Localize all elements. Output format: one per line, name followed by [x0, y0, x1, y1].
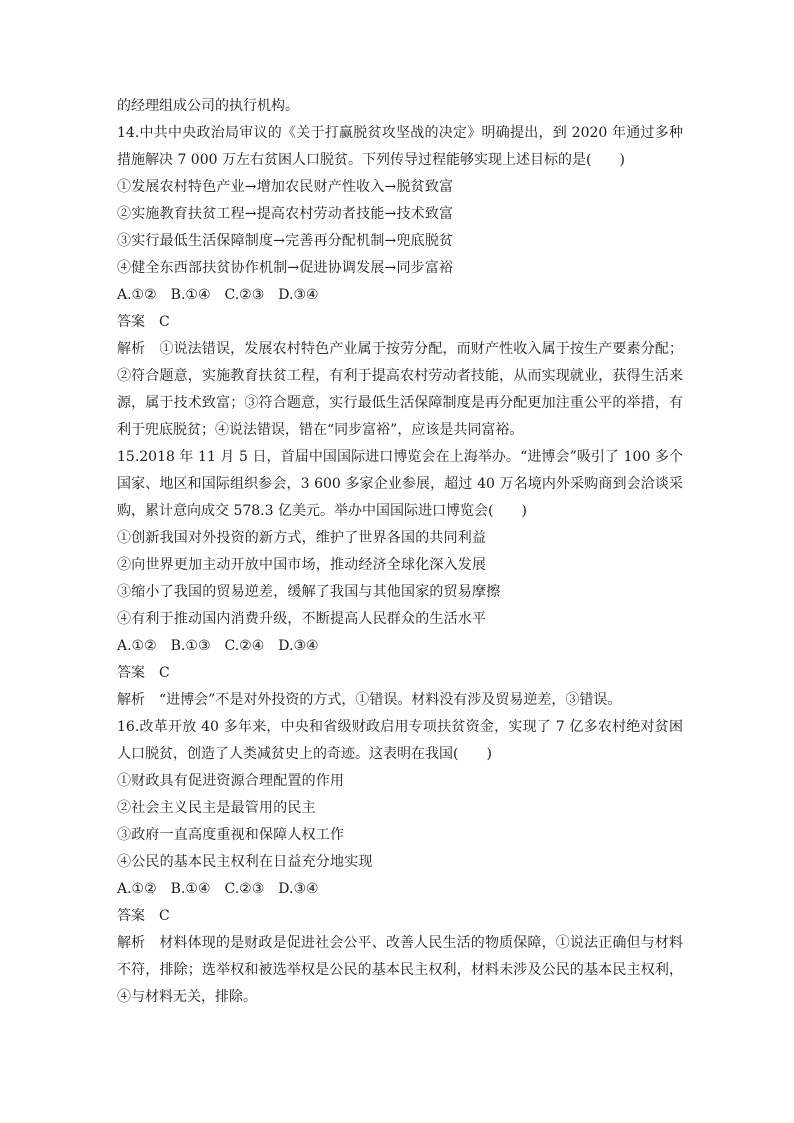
- question-14-option-1: ①发展农村特色产业→增加农民财产性收入→脱贫致富: [117, 179, 454, 195]
- question-14-answer: [117, 309, 683, 336]
- question-15-option-3: ③缩小了我国的贸易逆差，缓解了我国与其他国家的贸易摩擦: [117, 584, 501, 600]
- explanation-label: 解析: [117, 341, 146, 357]
- answer-label: 答案: [117, 314, 145, 330]
- question-15-option-1: ①创新我国对外投资的新方式，维护了世界各国的共同利益: [117, 530, 487, 546]
- question-16-choices: A.①② B.①④ C.②③ D.③④: [117, 881, 319, 897]
- answer-value: C: [159, 665, 170, 681]
- question-15-stem: 15.2018 年 11 月 5 日，首届中国国际进口博览会在上海举办。“进博会”吸引了 100 多个国家、地区和国际组织参会，3 600 多家企业参展，超过 40 万名境内外采购商到会洽谈采购，累计意向成交 578.3 亿美元。举办中国国际进口博览会( ): [117, 449, 683, 519]
- question-16-explanation: [117, 930, 683, 1011]
- answer-label: 答案: [117, 908, 145, 924]
- answer-value: C: [159, 314, 170, 330]
- question-16-option-2: ②社会主义民主是最管用的民主: [117, 800, 316, 816]
- document-content: [117, 93, 683, 1011]
- question-16-answer: [117, 903, 683, 930]
- explanation-label: 解析: [117, 692, 145, 708]
- explanation-text: ①说法错误，发展农村特色产业属于按劳分配，而财产性收入属于按生产要素分配；②符合题意，实施教育扶贫工程，有利于提高农村劳动者技能，从而实现就业，获得生活来源，属于技术致富；③符合题意，实行最低生活保障制度是再分配更加注重公平的举措，有利于兜底脱贫；④说法错误，错在“同步富裕”，应该是共同富裕。: [117, 341, 684, 438]
- question-14-option-4: ④健全东西部扶贫协作机制→促进协调发展→同步富裕: [117, 260, 454, 276]
- question-16-option-1: ①财政具有促进资源合理配置的作用: [117, 773, 345, 789]
- answer-label: 答案: [117, 665, 145, 681]
- explanation-text: “进博会”不是对外投资的方式，①错误。材料没有涉及贸易逆差，③错误。: [159, 692, 622, 708]
- continued-text: 的经理组成公司的执行机构。: [117, 98, 299, 114]
- question-16-stem: 16.改革开放 40 多年来，中央和省级财政启用专项扶贫资金，实现了 7 亿多农村绝对贫困人口脱贫，创造了人类减贫史上的奇迹。这表明在我国( ): [117, 719, 683, 762]
- question-15-option-4: ④有利于推动国内消费升级，不断提高人民群众的生活水平: [117, 611, 487, 627]
- question-15-answer: [117, 660, 683, 687]
- question-14-stem: 14.中共中央政治局审议的《关于打赢脱贫攻坚战的决定》明确提出，到 2020 年通过多种措施解决 7 000 万左右贫困人口脱贫。下列传导过程能够实现上述目标的是( ): [117, 125, 683, 168]
- question-14-choices: A.①② B.①④ C.②③ D.③④: [117, 287, 319, 303]
- question-16-option-4: ④公民的基本民主权利在日益充分地实现: [117, 854, 373, 870]
- question-16-option-3: ③政府一直高度重视和保障人权工作: [117, 827, 345, 843]
- question-15-choices: A.①② B.①③ C.②④ D.③④: [117, 638, 319, 654]
- explanation-text: 材料体现的是财政是促进社会公平、改善人民生活的物质保障，①说法正确但与材料不符，排除；选举权和被选举权是公民的基本民主权利，材料未涉及公民的基本民主权利，④与材料无关，排除。: [117, 935, 684, 1005]
- explanation-label: 解析: [117, 935, 146, 951]
- question-15-option-2: ②向世界更加主动开放中国市场，推动经济全球化深入发展: [117, 557, 487, 573]
- question-14-option-3: ③实行最低生活保障制度→完善再分配机制→兜底脱贫: [117, 233, 454, 249]
- question-14-explanation: [117, 336, 683, 444]
- answer-value: C: [159, 908, 170, 924]
- question-15-explanation: [117, 687, 683, 714]
- question-14-option-2: ②实施教育扶贫工程→提高农村劳动者技能→技术致富: [117, 206, 454, 222]
